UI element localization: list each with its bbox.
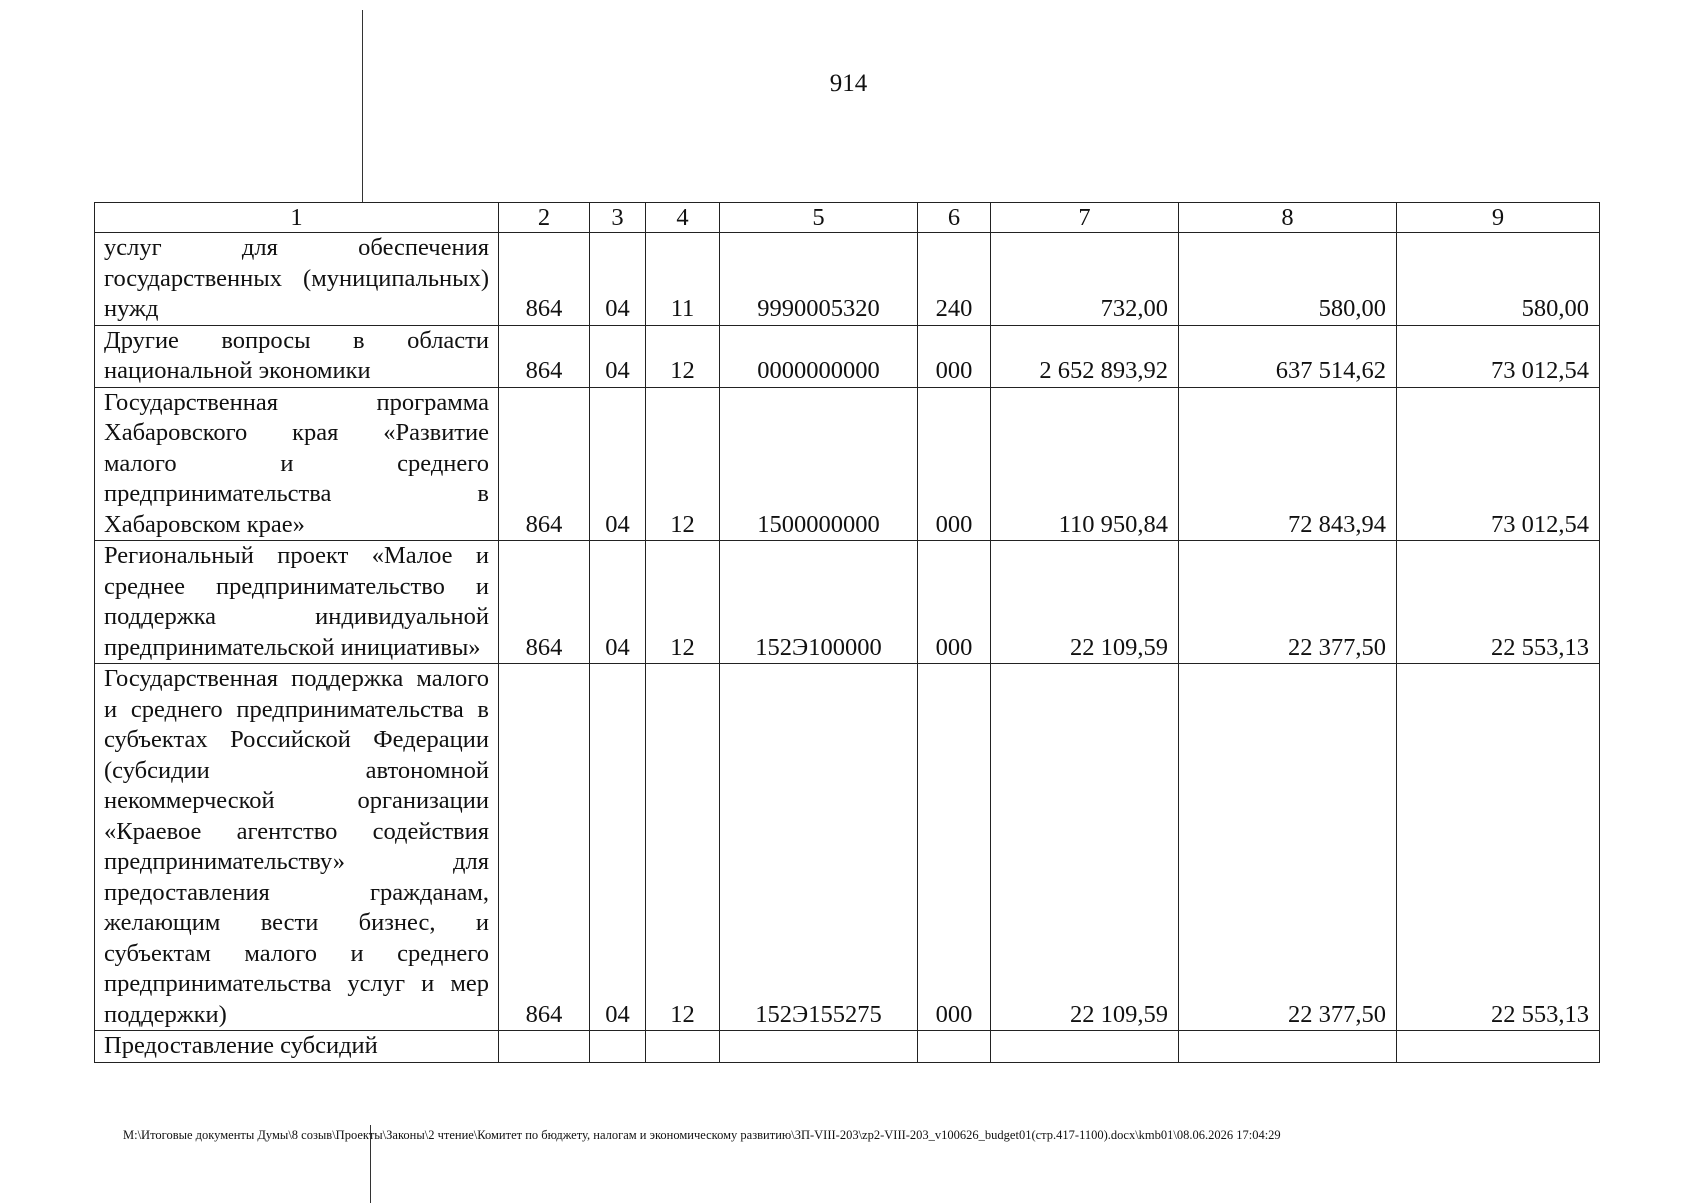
row-value-cell-col7 [991,1031,1179,1063]
row-value-cell-col4 [646,1031,720,1063]
column-header: 5 [720,203,918,233]
table-header-row [95,203,1600,233]
row-value-cell-col9: 22 553,13 [1397,664,1600,1031]
column-header: 3 [590,203,646,233]
row-value-cell-col8: 72 843,94 [1179,387,1397,541]
row-value-cell-col8: 22 377,50 [1179,541,1397,664]
row-value-cell-col3: 04 [590,233,646,326]
row-name-cell: Региональный проект «Малое и среднее предпринимательство и поддержка индивидуальной предпринимательской инициативы» [95,541,499,664]
row-value-cell-col6 [918,1031,991,1063]
row-name-cell: Другие вопросы в области национальной экономики [95,325,499,387]
row-value-cell-col5: 0000000000 [720,325,918,387]
row-value-cell-col3 [590,1031,646,1063]
row-value-cell-col2: 864 [499,664,590,1031]
row-value-cell-col2: 864 [499,325,590,387]
table-row [95,664,1600,1031]
row-value-cell-col2: 864 [499,387,590,541]
column-header: 7 [991,203,1179,233]
row-value-cell-col9: 22 553,13 [1397,541,1600,664]
row-value-cell-col5 [720,1031,918,1063]
row-value-cell-col4: 12 [646,664,720,1031]
table-row [95,325,1600,387]
row-value-cell-col3: 04 [590,325,646,387]
row-value-cell-col7: 22 109,59 [991,664,1179,1031]
row-value-cell-col5: 1500000000 [720,387,918,541]
row-value-cell-col6: 000 [918,541,991,664]
row-name-cell: услуг для обеспечения государственных (муниципальных) нужд [95,233,499,326]
row-value-cell-col7: 2 652 893,92 [991,325,1179,387]
row-value-cell-col8: 580,00 [1179,233,1397,326]
table-row [95,387,1600,541]
row-value-cell-col9: 580,00 [1397,233,1600,326]
table-row [95,541,1600,664]
row-name-cell: Государственная программа Хабаровского края «Развитие малого и среднего предпринимательства в Хабаровском крае» [95,387,499,541]
column-header: 8 [1179,203,1397,233]
row-value-cell-col3: 04 [590,387,646,541]
row-value-cell-col6: 000 [918,325,991,387]
row-value-cell-col7: 110 950,84 [991,387,1179,541]
row-value-cell-col8: 637 514,62 [1179,325,1397,387]
row-value-cell-col5: 152Э155275 [720,664,918,1031]
row-value-cell-col6: 000 [918,387,991,541]
row-name-cell: Предоставление субсидий [95,1031,499,1063]
row-value-cell-col4: 12 [646,325,720,387]
row-value-cell-col2: 864 [499,233,590,326]
row-value-cell-col9: 73 012,54 [1397,387,1600,541]
row-value-cell-col2: 864 [499,541,590,664]
column-header: 1 [95,203,499,233]
page-number: 914 [829,70,868,97]
row-value-cell-col4: 11 [646,233,720,326]
budget-table [94,202,1600,1063]
row-value-cell-col3: 04 [590,664,646,1031]
row-name-cell: Государственная поддержка малого и среднего предпринимательства в субъектах Российской Федерации (субсидии автономной некоммерческой организации «Краевое агентство содействия предпринимательству» для предоставления гражданам, желающим вести бизнес, и субъектам малого и среднего предпринимательства услуг и мер поддержки) [95,664,499,1031]
row-value-cell-col6: 240 [918,233,991,326]
row-value-cell-col4: 12 [646,541,720,664]
row-value-cell-col2 [499,1031,590,1063]
scan-artifact-line-top [362,10,363,202]
row-value-cell-col3: 04 [590,541,646,664]
column-header: 9 [1397,203,1600,233]
row-value-cell-col7: 732,00 [991,233,1179,326]
column-header: 2 [499,203,590,233]
row-value-cell-col5: 9990005320 [720,233,918,326]
row-value-cell-col4: 12 [646,387,720,541]
row-value-cell-col9 [1397,1031,1600,1063]
footer-file-path: M:\Итоговые документы Думы\8 созыв\Проекты\Законы\2 чтение\Комитет по бюджету, налогам и экономическому развитию\ЗП-VIII-203\zp2-VIII-203_v100626_budget01(стр.417-1100).docx\kmb01\08.06.2026 17:04:29 [123,1128,1281,1142]
row-value-cell-col9: 73 012,54 [1397,325,1600,387]
row-value-cell-col7: 22 109,59 [991,541,1179,664]
row-value-cell-col5: 152Э100000 [720,541,918,664]
row-value-cell-col6: 000 [918,664,991,1031]
table-row [95,1031,1600,1063]
row-value-cell-col8: 22 377,50 [1179,664,1397,1031]
row-value-cell-col8 [1179,1031,1397,1063]
column-header: 6 [918,203,991,233]
column-header: 4 [646,203,720,233]
table-row [95,233,1600,326]
